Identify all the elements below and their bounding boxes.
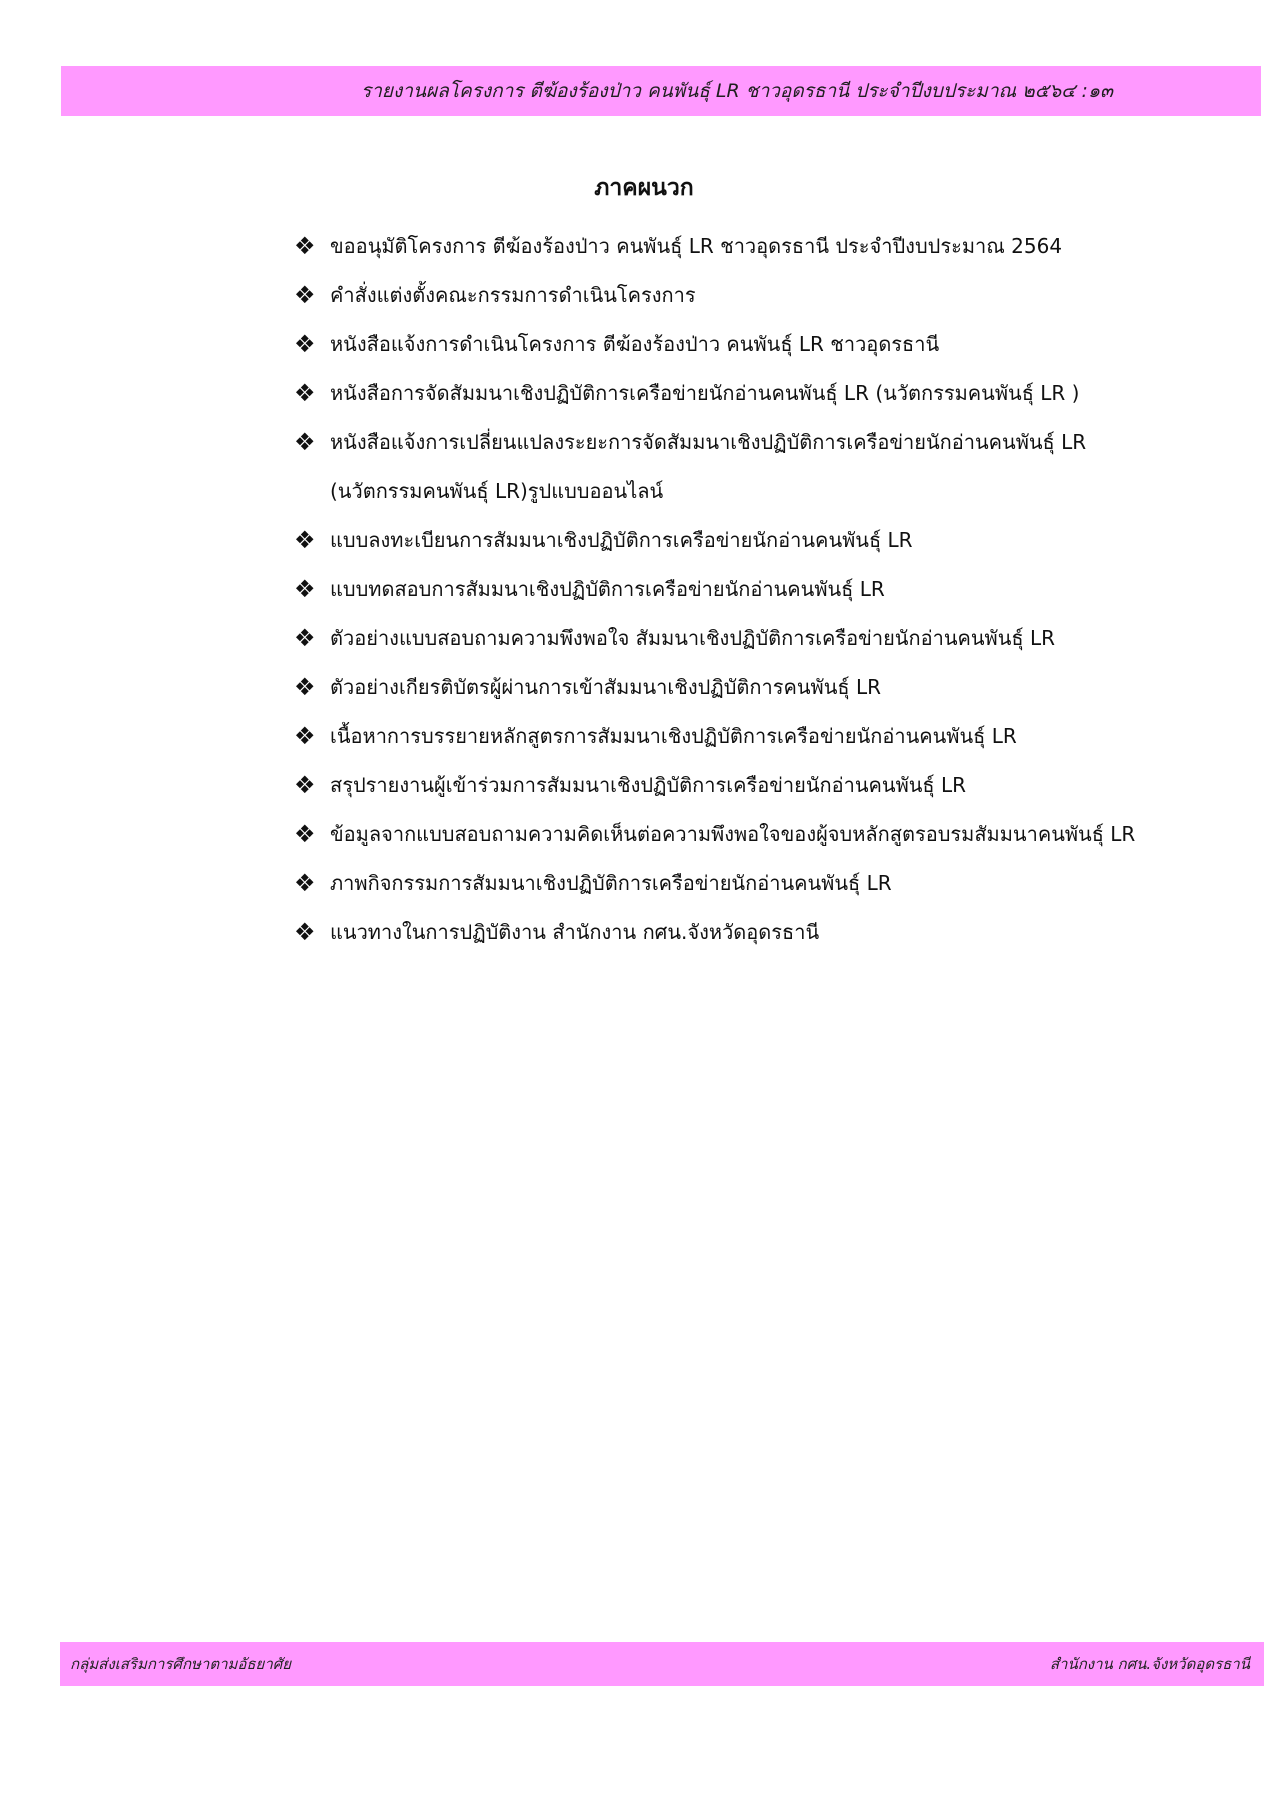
list-item	[294, 369, 1154, 418]
diamond-bullet-icon: ❖	[294, 673, 316, 701]
diamond-bullet-icon: ❖	[294, 330, 316, 358]
list-item-text: หนังสือแจ้งการเปลี่ยนแปลงระยะการจัดสัมมนาเชิงปฏิบัติการเครือข่ายนักอ่านคนพันธุ์ LR (นวัตกรรมคนพันธุ์ LR)รูปแบบออนไลน์	[330, 430, 1087, 503]
list-item	[294, 418, 1154, 516]
list-item	[294, 222, 1154, 271]
header-text: รายงานผลโครงการ ตีฆ้องร้องป่าว คนพันธุ์ LR ชาวอุดรธานี ประจำปีงบประมาณ ๒๕๖๔ :๑๓	[361, 80, 1113, 102]
diamond-bullet-icon: ❖	[294, 771, 316, 799]
appendix-list	[294, 222, 1154, 957]
list-item	[294, 908, 1154, 957]
diamond-bullet-icon: ❖	[294, 526, 316, 554]
diamond-bullet-icon: ❖	[294, 575, 316, 603]
list-item	[294, 516, 1154, 565]
list-item-text: คำสั่งแต่งตั้งคณะกรรมการดำเนินโครงการ	[330, 283, 696, 307]
list-item-text: ตัวอย่างแบบสอบถามความพึงพอใจ สัมมนาเชิงปฏิบัติการเครือข่ายนักอ่านคนพันธุ์ LR	[330, 626, 1056, 650]
list-item-text: หนังสือแจ้งการดำเนินโครงการ ตีฆ้องร้องป่าว คนพันธุ์ LR ชาวอุดรธานี	[330, 332, 940, 356]
page-header	[61, 66, 1261, 116]
diamond-bullet-icon: ❖	[294, 869, 316, 897]
list-item-text: เนื้อหาการบรรยายหลักสูตรการสัมมนาเชิงปฏิบัติการเครือข่ายนักอ่านคนพันธุ์ LR	[330, 724, 1017, 748]
list-item-text: ตัวอย่างเกียรติบัตรผู้ผ่านการเข้าสัมมนาเชิงปฏิบัติการคนพันธุ์ LR	[330, 675, 881, 699]
list-item	[294, 859, 1154, 908]
list-item-text: สรุปรายงานผู้เข้าร่วมการสัมมนาเชิงปฏิบัติการเครือข่ายนักอ่านคนพันธุ์ LR	[330, 773, 967, 797]
list-item	[294, 320, 1154, 369]
diamond-bullet-icon: ❖	[294, 232, 316, 260]
diamond-bullet-icon: ❖	[294, 281, 316, 309]
page-footer	[60, 1642, 1264, 1686]
page-title: ภาคผนวก	[594, 175, 694, 201]
list-item	[294, 712, 1154, 761]
list-item	[294, 761, 1154, 810]
list-item-text: ภาพกิจกรรมการสัมมนาเชิงปฏิบัติการเครือข่ายนักอ่านคนพันธุ์ LR	[330, 871, 892, 895]
list-item-text: แนวทางในการปฏิบัติงาน สำนักงาน กศน.จังหวัดอุดรธานี	[330, 920, 820, 944]
footer-right-text: สำนักงาน กศน.จังหวัดอุดรธานี	[1049, 1655, 1250, 1673]
list-item-text: ข้อมูลจากแบบสอบถามความคิดเห็นต่อความพึงพอใจของผู้จบหลักสูตรอบรมสัมมนาคนพันธุ์ LR	[330, 822, 1136, 846]
diamond-bullet-icon: ❖	[294, 918, 316, 946]
list-item	[294, 614, 1154, 663]
list-item-text: แบบลงทะเบียนการสัมมนาเชิงปฏิบัติการเครือข่ายนักอ่านคนพันธุ์ LR	[330, 528, 913, 552]
list-item	[294, 663, 1154, 712]
footer-left-text: กลุ่มส่งเสริมการศึกษาตามอัธยาศัย	[70, 1655, 292, 1673]
diamond-bullet-icon: ❖	[294, 428, 316, 456]
list-item-text: แบบทดสอบการสัมมนาเชิงปฏิบัติการเครือข่ายนักอ่านคนพันธุ์ LR	[330, 577, 885, 601]
list-item-text: ขออนุมัติโครงการ ตีฆ้องร้องป่าว คนพันธุ์ LR ชาวอุดรธานี ประจำปีงบประมาณ 2564	[330, 234, 1063, 258]
list-item	[294, 565, 1154, 614]
diamond-bullet-icon: ❖	[294, 624, 316, 652]
diamond-bullet-icon: ❖	[294, 722, 316, 750]
list-item	[294, 271, 1154, 320]
diamond-bullet-icon: ❖	[294, 820, 316, 848]
diamond-bullet-icon: ❖	[294, 379, 316, 407]
list-item	[294, 810, 1154, 859]
list-item-text: หนังสือการจัดสัมมนาเชิงปฏิบัติการเครือข่ายนักอ่านคนพันธุ์ LR (นวัตกรรมคนพันธุ์ LR )	[330, 381, 1080, 405]
